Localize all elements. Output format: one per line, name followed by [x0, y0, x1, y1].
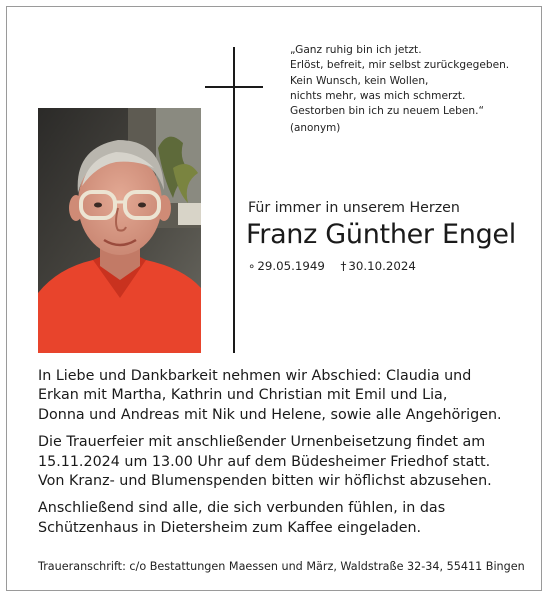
invitation-paragraph [38, 499, 518, 538]
quote-line: Gestorben bin ich zu neuem Leben.“ [290, 105, 484, 118]
text-line: Erkan mit Martha, Kathrin und Christian mit Emil und Lia, [38, 387, 448, 404]
deceased-name: Franz Günther Engel [246, 219, 516, 250]
quote-line: nichts mehr, was mich schmerzt. [290, 89, 466, 102]
text-line: Donna und Andreas mit Nik und Helene, sowie alle Angehörigen. [38, 406, 502, 423]
memorial-quote [290, 43, 509, 137]
text-line: In Liebe und Dankbarkeit nehmen wir Abschied: Claudia und [38, 368, 472, 384]
portrait-illustration [38, 108, 201, 353]
text-line: Anschließend sind alle, die sich verbunden fühlen, in das [38, 500, 446, 517]
quote-author: (anonym) [290, 122, 341, 135]
farewell-paragraph [38, 367, 518, 425]
life-dates [248, 259, 416, 273]
portrait-photo [38, 108, 201, 353]
text-line: Schützenhaus in Dietersheim zum Kaffee eingeladen. [38, 519, 422, 536]
cross-icon [233, 47, 235, 353]
obituary-body [38, 367, 518, 546]
birth-date: 29.05.1949 [257, 259, 325, 273]
text-line: 15.11.2024 um 13.00 Uhr auf dem Büdesheimer Friedhof statt. [38, 453, 491, 470]
memorial-subtitle: Für immer in unserem Herzen [248, 200, 460, 216]
death-symbol-icon: † [340, 259, 347, 273]
text-line: Von Kranz- und Blumenspenden bitten wir höflichst abzusehen. [38, 473, 492, 490]
mourning-address: Traueranschrift: c/o Bestattungen Maessen und März, Waldstraße 32-34, 55411 Bingen [38, 560, 525, 573]
death-date: 30.10.2024 [348, 259, 416, 273]
funeral-paragraph [38, 433, 518, 491]
text-line: Die Trauerfeier mit anschließender Urnenbeisetzung findet am [38, 434, 486, 451]
quote-line: Erlöst, befreit, mir selbst zurückgegeben. [290, 59, 510, 72]
quote-line: „Ganz ruhig bin ich jetzt. [290, 44, 422, 56]
quote-line: Kein Wunsch, kein Wollen, [290, 74, 429, 87]
birth-symbol-icon: ∘ [248, 259, 256, 273]
cross-icon-bar [205, 86, 263, 88]
